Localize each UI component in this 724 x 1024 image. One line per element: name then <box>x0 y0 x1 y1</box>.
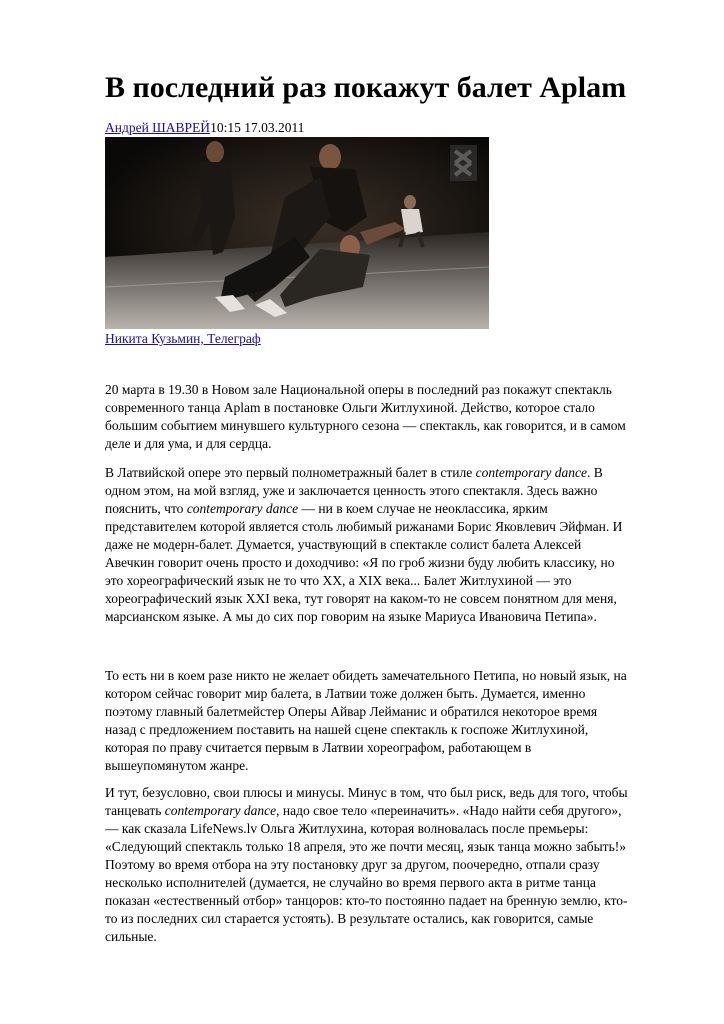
paragraph-2 <box>105 464 675 626</box>
photo-credit-link[interactable]: Никита Кузьмин, Телеграф <box>105 331 261 346</box>
paragraph-line: Поэтому во время отбора на эту постановку друг за другом, поочередно, отпали сразу <box>105 857 600 872</box>
paragraph-line: То есть ни в коем разе никто не желает обидеть замечательного Петипа, но новый язык, на <box>105 668 627 683</box>
emphasis-term: contemporary dance <box>186 501 299 516</box>
paragraph-line: несколько исполнителей (думается, не случайно во время первого акта в ритме танца <box>105 875 596 890</box>
paragraph-line: танцевать contemporary dance, надо свое тело «переиначить». «Надо найти себя другого», <box>105 803 622 818</box>
paragraph-line: назад с предложением поставить на нашей сцене спектакль к госпоже Житлухиной, <box>105 722 589 737</box>
article-title: В последний раз покажут балет Aplam <box>105 71 627 104</box>
paragraph-line: 20 марта в 19.30 в Новом зале Национальной оперы в последний раз покажут спектакль <box>105 382 612 397</box>
paragraph-4 <box>105 784 675 946</box>
emphasis-term: contemporary dance <box>164 803 277 818</box>
emphasis-term: contemporary dance <box>475 465 587 480</box>
paragraph-line: поэтому главный балетмейстер Оперы Айвар Лейманис и обратился некоторое время <box>105 704 598 719</box>
article-photo <box>105 137 489 329</box>
paragraph-line: представителем которой является столь любимый рижанами Борис Яковлевич Эйфман. И <box>105 519 623 534</box>
paragraph-3 <box>105 667 675 775</box>
paragraph-line: даже не модерн-балет. Думается, участвующий в спектакле солист балета Алексей <box>105 537 582 552</box>
photo-credit <box>105 330 261 348</box>
paragraph-1 <box>105 381 675 453</box>
paragraph-line: И тут, безусловно, свои плюсы и минусы. Минус в том, что был риск, ведь для того, чтобы <box>105 785 628 800</box>
publish-datetime: 10:15 17.03.2011 <box>210 120 305 135</box>
paragraph-line: одном этом, на мой взгляд, уже и заключается ценность этого спектакля. Здесь важно <box>105 483 598 498</box>
telegraf-logo-watermark <box>450 145 477 181</box>
paragraph-line: В Латвийской опере это первый полнометражный балет в стиле contemporary dance. В <box>105 465 603 480</box>
paragraph-line: марсианском языке. А мы до сих пор говорим на языке Мариуса Ивановича Петипа». <box>105 609 597 624</box>
paragraph-line: деле и для ума, и для сердца. <box>105 436 272 451</box>
paragraph-line: современного танца Aplam в постановке Ольги Житлухиной. Действо, которое стало <box>105 400 595 415</box>
paragraph-line: Авечкин говорит очень просто и доходчиво: «Я по гроб жизни буду любить классику, но <box>105 555 615 570</box>
paragraph-line: котором сейчас говорит мир балета, в Латвии тоже должен быть. Думается, именно <box>105 686 586 701</box>
paragraph-line: которая по праву считается первым в Латвии хореографом, работающем в <box>105 740 532 755</box>
paragraph-line: пояснить, что contemporary dance — ни в коем случае не неоклассика, ярким <box>105 501 548 516</box>
paragraph-line: вышеупомянутом жанре. <box>105 758 249 773</box>
paragraph-line: то из последних сил старается устоять). В результате остались, как говорится, самые <box>105 911 594 926</box>
paragraph-line: это хореографический язык не то что XX, а XIX века... Балет Житлухиной — это <box>105 573 572 588</box>
paragraph-line: — как сказала LifeNews.lv Ольга Житлухина, которая волновалась после премьеры: <box>105 821 589 836</box>
author-link[interactable]: Андрей ШАВРЕЙ <box>105 120 211 135</box>
paragraph-line: хореографический язык XXI века, тут говорят на каком-то не совсем понятном для меня, <box>105 591 617 606</box>
paragraph-line: «Следующий спектакль только 18 апреля, это же почти месяц, язык танца можно забыть!» <box>105 839 626 854</box>
paragraph-line: большим событием минувшего культурного сезона — спектакль, как говорится, и в самом <box>105 418 626 433</box>
paragraph-line: сильные. <box>105 929 157 944</box>
byline <box>105 119 304 137</box>
paragraph-line: показан «естественный отбор» танцоров: кто-то постоянно падает на бренную землю, кто- <box>105 893 628 908</box>
